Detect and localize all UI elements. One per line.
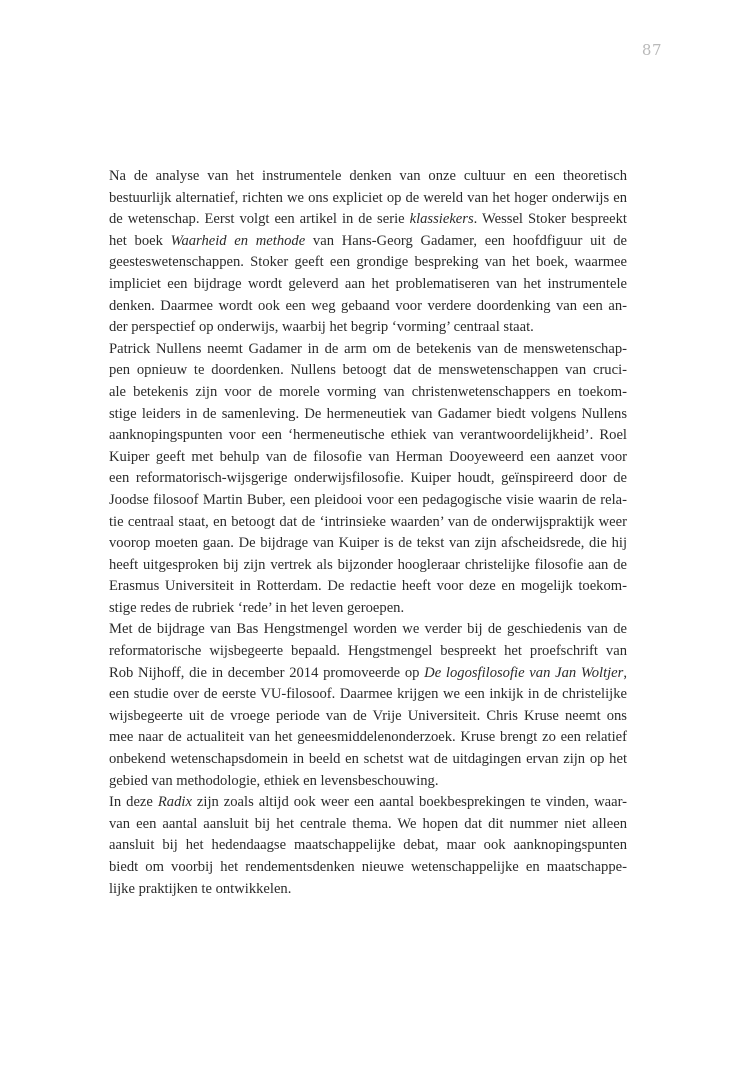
text-segment: pen opnieuw te doordenken. Nullens betoogt dat de menswetenschappen van cruci- [109,362,627,379]
text-line [109,209,627,231]
text-line [109,576,627,598]
text-line [109,619,627,641]
paragraph [109,792,627,900]
text-segment: Rob Nijhoff, die in december 2014 promoveerde op [109,664,425,681]
text-segment: geesteswetenschappen. Stoker geeft een grondige bespreking van het boek, waarmee [109,254,627,271]
text-segment: mee naar de actualiteit van het geneesmiddelenonderzoek. Kruse brengt zo een relatief [109,729,627,746]
text-segment: reformatorische wijsbegeerte bepaald. Hengstmengel bespreekt het proefschrift van [109,643,627,660]
paragraph [109,619,627,792]
text-segment: lijke praktijken te ontwikkelen. [109,880,292,897]
text-segment: stige leiders in de samenleving. De hermeneutiek van Gadamer biedt volgens Nullens [109,405,627,422]
text-segment: het boek [109,232,171,249]
text-segment: biedt om voorbij het rendementsdenken nieuwe wetenschappelijke en maatschappe- [109,859,627,875]
text-line [109,231,627,253]
text-line [109,835,627,857]
text-segment: . Wessel Stoker bespreekt [473,211,627,228]
text-segment: voorop moeten gaan. De bijdrage van Kuiper is de tekst van zijn afscheidsrede, die hij [109,535,627,552]
text-segment: gebied van methodologie, ethiek en levensbeschouwing. [109,772,439,789]
text-line [109,468,627,490]
text-segment: de wetenschap. Eerst volgt een artikel in de serie [109,211,410,228]
text-line [109,814,627,836]
text-line [109,749,627,771]
text-line [109,382,627,404]
text-segment: aanknopingspunten voor een ‘hermeneutische ethiek van verantwoordelijkheid’. Roel [109,427,627,444]
page-number: 87 [641,41,662,59]
text-segment: zijn zoals altijd ook weer een aantal boekbesprekingen te vinden, waar- [191,794,628,811]
text-segment: denken. Daarmee wordt ook een weg gebaand voor verdere doordenking van een an- [109,297,627,314]
text-line [109,339,627,361]
body-text [109,166,627,900]
text-segment: ale betekenis zijn voor de morele vorming van christenwetenschappers en toekom- [109,383,627,400]
text-line [109,360,627,382]
text-line [109,166,627,188]
text-line [109,404,627,426]
text-line [109,727,627,749]
text-segment: stige redes de rubriek ‘rede’ in het leven geroepen. [109,599,405,616]
text-segment: wijsbegeerte uit de vroege periode van de Vrije Universiteit. Chris Kruse neemt ons [109,707,627,724]
text-segment: heeft uitgesproken bij zijn vertrek als bijzonder hoogleraar christelijke filosofie aan de [109,556,627,573]
text-segment: een reformatorisch-wijsgerige onderwijsfilosofie. Kuiper houdt, geïnspireerd door de [109,470,627,487]
text-line [109,771,627,793]
text-segment: impliciet een bijdrage wordt geleverd aan het problematiseren van het instrumentele [109,275,627,292]
text-segment: Kuiper geeft met behulp van de filosofie van Herman Dooyeweerd een aanzet voor [109,448,627,465]
paragraph [109,166,627,339]
text-segment: Joodse filosoof Martin Buber, een pleidooi voor een pedagogische visie waarin de rela- [109,491,627,508]
text-line [109,252,627,274]
text-line [109,512,627,534]
text-line [109,447,627,469]
text-line [109,296,627,318]
text-line [109,533,627,555]
text-line [109,598,627,620]
text-line [109,490,627,512]
italic-text: Waarheid en methode [170,232,306,249]
text-segment: een studie over de eerste VU-filosoof. Daarmee krijgen we een inkijk in de christelijke [109,686,627,703]
text-segment: onbekend wetenschapsdomein in beeld en schetst wat de uitdagingen ervan zijn op het [109,751,627,768]
text-line [109,188,627,210]
text-segment: aansluit bij het hedendaagse maatschappelijke debat, maar ook aanknopingspunten [109,837,627,854]
text-segment: Met de bijdrage van Bas Hengstmengel worden we verder bij de geschiedenis van de [109,621,627,638]
text-line [109,641,627,663]
text-line [109,425,627,447]
text-segment: van Hans-Georg Gadamer, een hoofdfiguur uit de [305,232,628,249]
text-segment: der perspectief op onderwijs, waarbij het begrip ‘vorming’ centraal staat. [109,319,534,336]
text-segment: bestuurlijk alternatief, richten we ons expliciet op de wereld van het hoger onderwijs en [109,189,627,206]
text-line [109,274,627,296]
paragraph [109,339,627,620]
text-line [109,684,627,706]
italic-text: De logosfilosofie van Jan Woltjer [424,664,624,681]
text-segment: Patrick Nullens neemt Gadamer in de arm om de betekenis van de menswetenschap- [109,340,627,357]
text-line [109,317,627,339]
italic-text: Radix [157,794,192,811]
text-segment: van een aantal aansluit bij het centrale thema. We hopen dat dit nummer niet alleen [109,815,627,832]
text-line [109,857,627,879]
italic-text: klassiekers [409,211,474,228]
text-segment: Erasmus Universiteit in Rotterdam. De redactie heeft voor deze en mogelijk toekom- [109,578,627,595]
text-line [109,663,627,685]
text-line [109,792,627,814]
text-segment: In deze [109,794,158,811]
text-segment: Na de analyse van het instrumentele denken van onze cultuur en een theoretisch [109,168,627,184]
text-line [109,555,627,577]
text-line [109,879,627,901]
text-segment: , [623,664,627,681]
text-line [109,706,627,728]
text-segment: tie centraal staat, en betoogt dat de ‘intrinsieke waarden’ van de onderwijspraktijk weer [109,513,627,530]
